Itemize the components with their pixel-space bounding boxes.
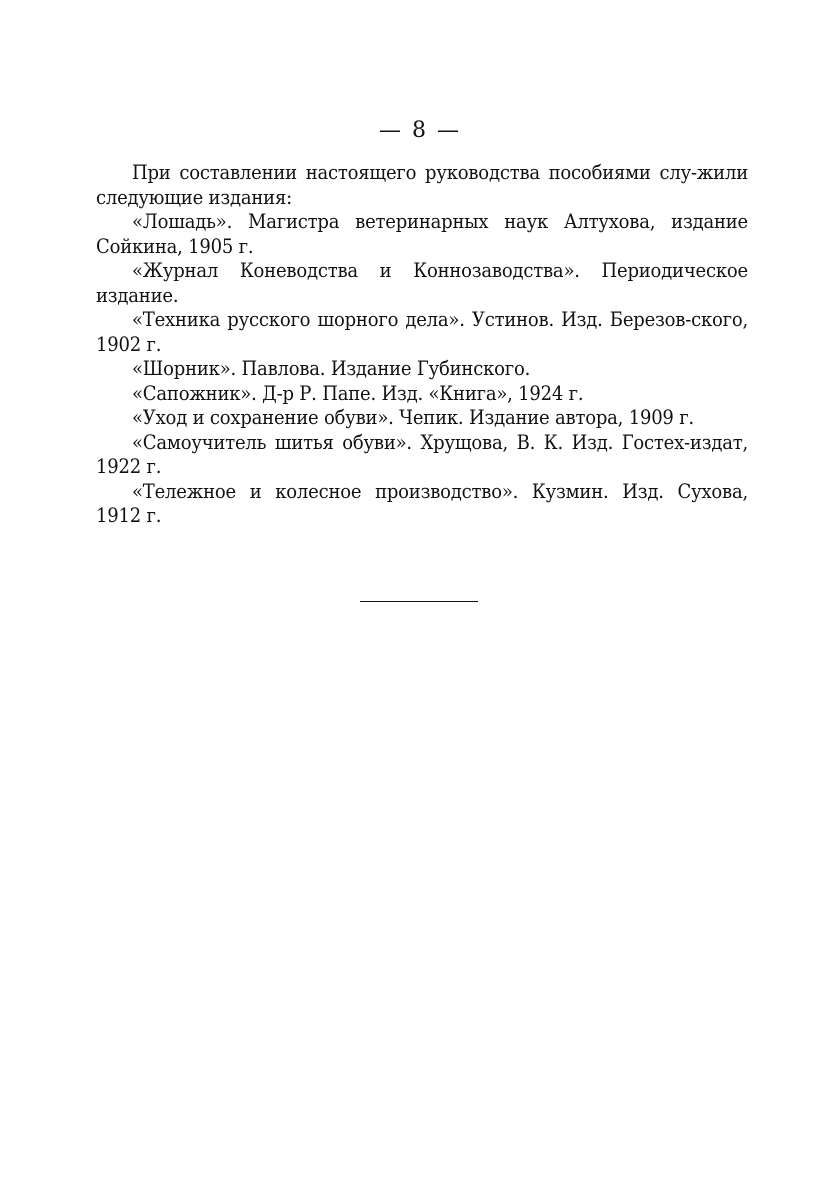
reference-item: «Шорник». Павлова. Издание Губинского. xyxy=(132,356,531,380)
reference-item: «Самоучитель шитья обуви». Хрущова, В. К. Изд. Гостех-издат, 1922 г. xyxy=(96,429,748,478)
reference-item: «Журнал Коневодства и Коннозаводства». Периодическое издание. xyxy=(96,258,748,307)
page-number: — 8 — xyxy=(379,118,461,143)
reference-item: «Сапожник». Д-р Р. Папе. Изд. «Книга», 1924 г. xyxy=(132,380,584,405)
reference-item: «Техника русского шорного дела». Устинов. Изд. Березов-ского, 1902 г. xyxy=(96,307,748,356)
section-divider xyxy=(360,601,478,602)
reference-item: «Лошадь». Магистра ветеринарных наук Алтухова, издание Сойкина, 1905 г. xyxy=(96,209,748,258)
text-block xyxy=(96,160,748,528)
reference-item: «Тележное и колесное производство». Кузмин. Изд. Сухова, 1912 г. xyxy=(96,478,748,527)
intro-paragraph: При составлении настоящего руководства пособиями слу-жили следующие издания: xyxy=(96,160,748,209)
reference-item: «Уход и сохранение обуви». Чепик. Издание автора, 1909 г. xyxy=(132,405,694,429)
